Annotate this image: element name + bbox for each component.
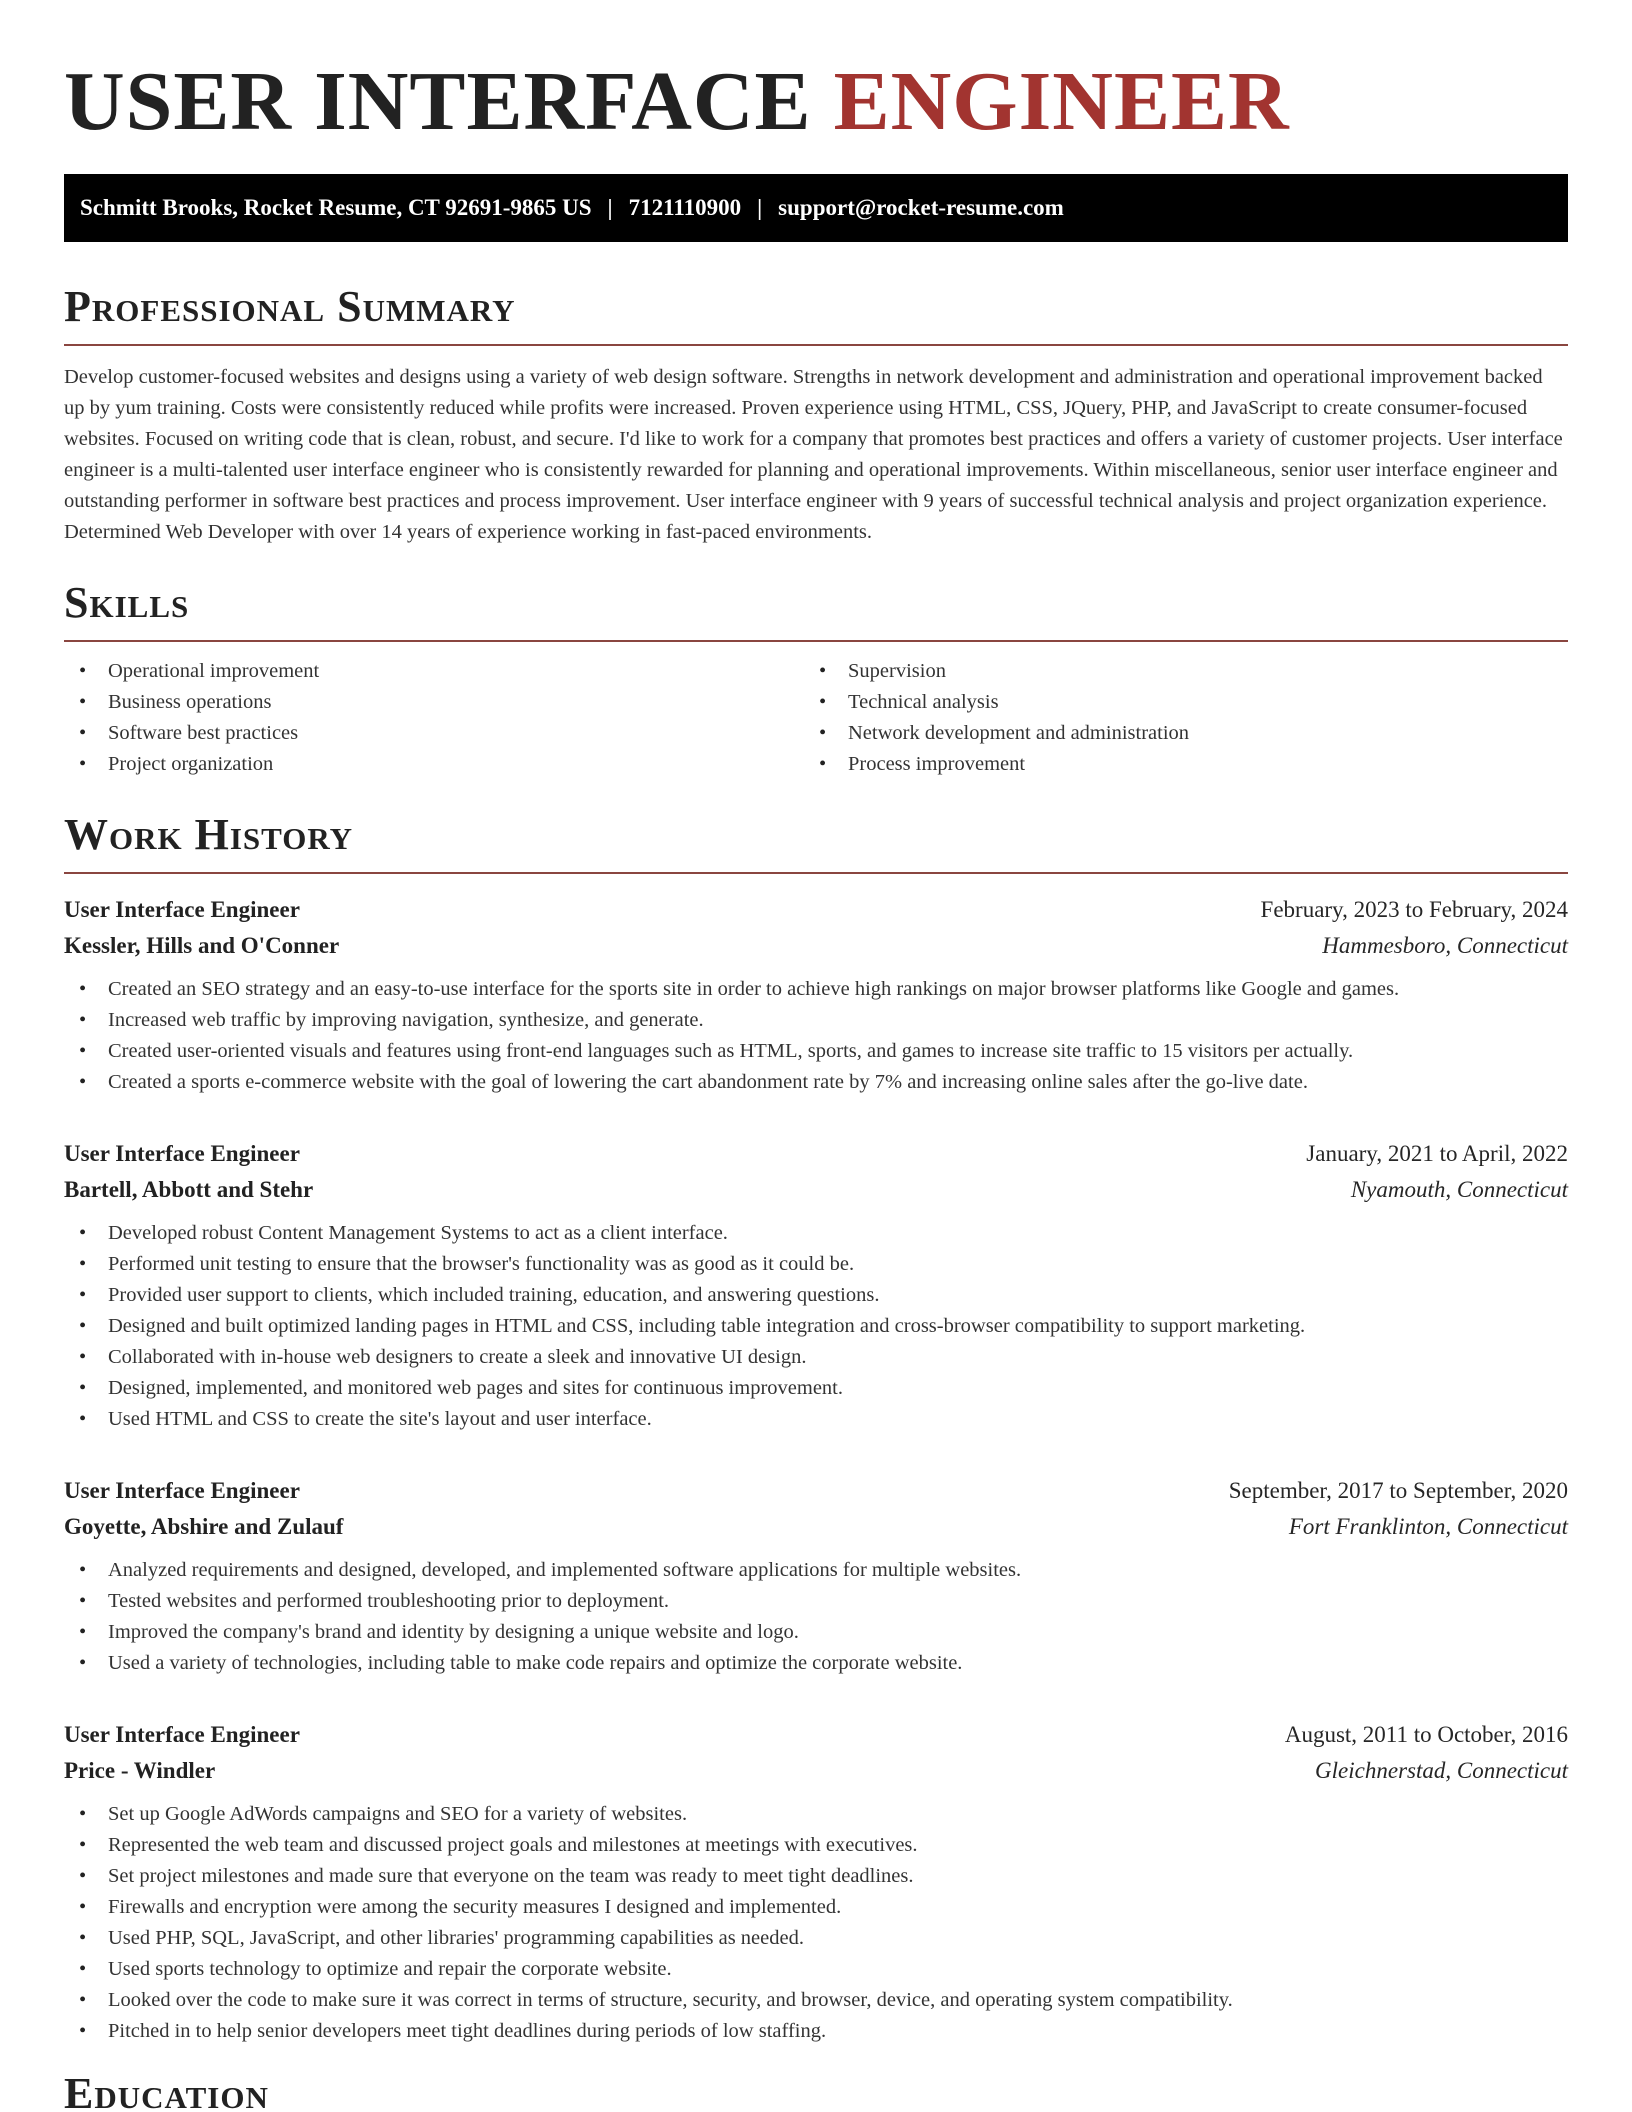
- work-history-heading: Work History: [64, 810, 354, 859]
- contact-separator: |: [607, 195, 613, 220]
- job-bullet: • Performed unit testing to ensure that the browser's functionality was as good as it could be.: [64, 1249, 1568, 1280]
- job-bullet: • Created an SEO strategy and an easy-to-use interface for the sports site in order to achieve high rankings on major browser platforms like Google and games.: [64, 974, 1568, 1005]
- job-bullet: • Set project milestones and made sure that everyone on the team was ready to meet tight deadlines.: [64, 1861, 1568, 1892]
- skill-item: • Network development and administration: [804, 718, 1544, 749]
- job-bullet: • Improved the company's brand and identity by designing a unique website and logo.: [64, 1617, 1568, 1648]
- summary-text: Develop customer-focused websites and designs using a variety of web design software. Strengths in network development and administration and operational improvement backed up by yum training. Costs were consistently reduced while profits were increased. Proven experience using HTML, CSS, JQuery, PHP, and JavaScript to create consumer-focused websites. Focused on writing code that is clean, robust, and secure. I'd like to work for a company that promotes best practices and offers a variety of customer projects. User interface engineer is a multi-talented user interface engineer who is consistently rewarded for planning and operational improvements. Within miscellaneous, senior user interface engineer and outstanding performer in software best practices and process improvement. User interface engineer with 9 years of successful technical analysis and project organization experience. Determined Web Developer with over 14 years of experience working in fast-paced environments.: [64, 366, 1563, 543]
- job-bullet: • Used HTML and CSS to create the site's layout and user interface.: [64, 1404, 1568, 1435]
- job-title: User Interface Engineer: [64, 897, 300, 922]
- skill-item: • Supervision: [804, 656, 1544, 687]
- job-bullet: • Collaborated with in-house web designers to create a sleek and innovative UI design.: [64, 1342, 1568, 1373]
- summary-heading: Professional Summary: [64, 282, 516, 331]
- job-bullet: • Used sports technology to optimize and repair the corporate website.: [64, 1954, 1568, 1985]
- job-bullet: • Provided user support to clients, which included training, education, and answering questions.: [64, 1280, 1568, 1311]
- job-company-row: [64, 1172, 1568, 1208]
- job-bullet: • Pitched in to help senior developers meet tight deadlines during periods of low staffing.: [64, 2016, 1568, 2047]
- section-divider: [64, 344, 1568, 346]
- contact-email: support@rocket-resume.com: [778, 195, 1064, 220]
- job-bullet: • Used a variety of technologies, including table to make code repairs and optimize the corporate website.: [64, 1648, 1568, 1679]
- job-entry: [64, 892, 1568, 1098]
- resume-title: [64, 52, 1568, 152]
- education-section: [64, 2067, 1568, 2112]
- skills-section: [64, 576, 1568, 780]
- skill-item: • Operational improvement: [64, 656, 804, 687]
- title-main: USER INTERFACE: [64, 55, 812, 148]
- contact-separator: |: [757, 195, 763, 220]
- summary-section: [64, 280, 1568, 548]
- education-heading: Education: [64, 2069, 269, 2112]
- job-bullet: • Created user-oriented visuals and features using front-end languages such as HTML, sports, and games to increase site traffic to 15 visitors per actually.: [64, 1036, 1568, 1067]
- job-entry: [64, 1473, 1568, 1679]
- skill-item: • Process improvement: [804, 749, 1544, 780]
- job-bullet: • Looked over the code to make sure it was correct in terms of structure, security, and browser, device, and operating system compatibility.: [64, 1985, 1568, 2016]
- skill-item: • Software best practices: [64, 718, 804, 749]
- job-bullet: • Represented the web team and discussed project goals and milestones at meetings with executives.: [64, 1830, 1568, 1861]
- job-company: Price - Windler: [64, 1758, 216, 1783]
- job-location: Hammesboro, Connecticut: [1322, 933, 1568, 958]
- job-bullet: • Analyzed requirements and designed, developed, and implemented software applications for multiple websites.: [64, 1555, 1568, 1586]
- job-dates: February, 2023 to February, 2024: [1260, 897, 1568, 922]
- job-bullet: • Set up Google AdWords campaigns and SEO for a variety of websites.: [64, 1799, 1568, 1830]
- job-entry: [64, 1717, 1568, 2047]
- skills-heading: Skills: [64, 578, 190, 627]
- skills-column-left: [64, 656, 804, 780]
- job-title: User Interface Engineer: [64, 1722, 300, 1747]
- skills-column-right: [804, 656, 1544, 780]
- job-location: Fort Franklinton, Connecticut: [1288, 1514, 1568, 1539]
- job-company-row: [64, 1509, 1568, 1545]
- job-title: User Interface Engineer: [64, 1141, 300, 1166]
- job-bullet-list: [64, 1218, 1568, 1435]
- job-bullet: • Designed and built optimized landing pages in HTML and CSS, including table integration and cross-browser compatibility to support marketing.: [64, 1311, 1568, 1342]
- skill-item: • Business operations: [64, 687, 804, 718]
- contact-bar: [64, 174, 1568, 242]
- job-location: Gleichnerstad, Connecticut: [1315, 1758, 1568, 1783]
- title-accent: ENGINEER: [833, 55, 1290, 148]
- job-company: Goyette, Abshire and Zulauf: [64, 1514, 344, 1539]
- job-bullet-list: [64, 974, 1568, 1098]
- job-company-row: [64, 1753, 1568, 1789]
- job-title: User Interface Engineer: [64, 1478, 300, 1503]
- work-history-section: [64, 808, 1568, 2047]
- job-bullet-list: [64, 1555, 1568, 1679]
- job-bullet: • Designed, implemented, and monitored web pages and sites for continuous improvement.: [64, 1373, 1568, 1404]
- job-location: Nyamouth, Connecticut: [1350, 1177, 1568, 1202]
- section-divider: [64, 872, 1568, 874]
- job-header-row: [64, 1717, 1568, 1753]
- job-header-row: [64, 1136, 1568, 1172]
- contact-address: Schmitt Brooks, Rocket Resume, CT 92691-9865 US: [80, 195, 592, 220]
- job-bullet: • Tested websites and performed troubleshooting prior to deployment.: [64, 1586, 1568, 1617]
- job-company: Bartell, Abbott and Stehr: [64, 1177, 314, 1202]
- job-company-row: [64, 928, 1568, 964]
- job-bullet: • Developed robust Content Management Systems to act as a client interface.: [64, 1218, 1568, 1249]
- job-bullet: • Increased web traffic by improving navigation, synthesize, and generate.: [64, 1005, 1568, 1036]
- job-dates: August, 2011 to October, 2016: [1284, 1722, 1568, 1747]
- section-divider: [64, 640, 1568, 642]
- job-company: Kessler, Hills and O'Conner: [64, 933, 340, 958]
- job-dates: September, 2017 to September, 2020: [1228, 1478, 1568, 1503]
- skill-item: • Project organization: [64, 749, 804, 780]
- job-bullet: • Created a sports e-commerce website with the goal of lowering the cart abandonment rate by 7% and increasing online sales after the go-live date.: [64, 1067, 1568, 1098]
- job-header-row: [64, 1473, 1568, 1509]
- skills-grid: [64, 656, 1568, 780]
- job-header-row: [64, 892, 1568, 928]
- contact-phone: 7121110900: [628, 195, 742, 220]
- job-bullet-list: [64, 1799, 1568, 2047]
- job-dates: January, 2021 to April, 2022: [1306, 1141, 1568, 1166]
- job-bullet: • Firewalls and encryption were among the security measures I designed and implemented.: [64, 1892, 1568, 1923]
- job-bullet: • Used PHP, SQL, JavaScript, and other libraries' programming capabilities as needed.: [64, 1923, 1568, 1954]
- job-entry: [64, 1136, 1568, 1435]
- skill-item: • Technical analysis: [804, 687, 1544, 718]
